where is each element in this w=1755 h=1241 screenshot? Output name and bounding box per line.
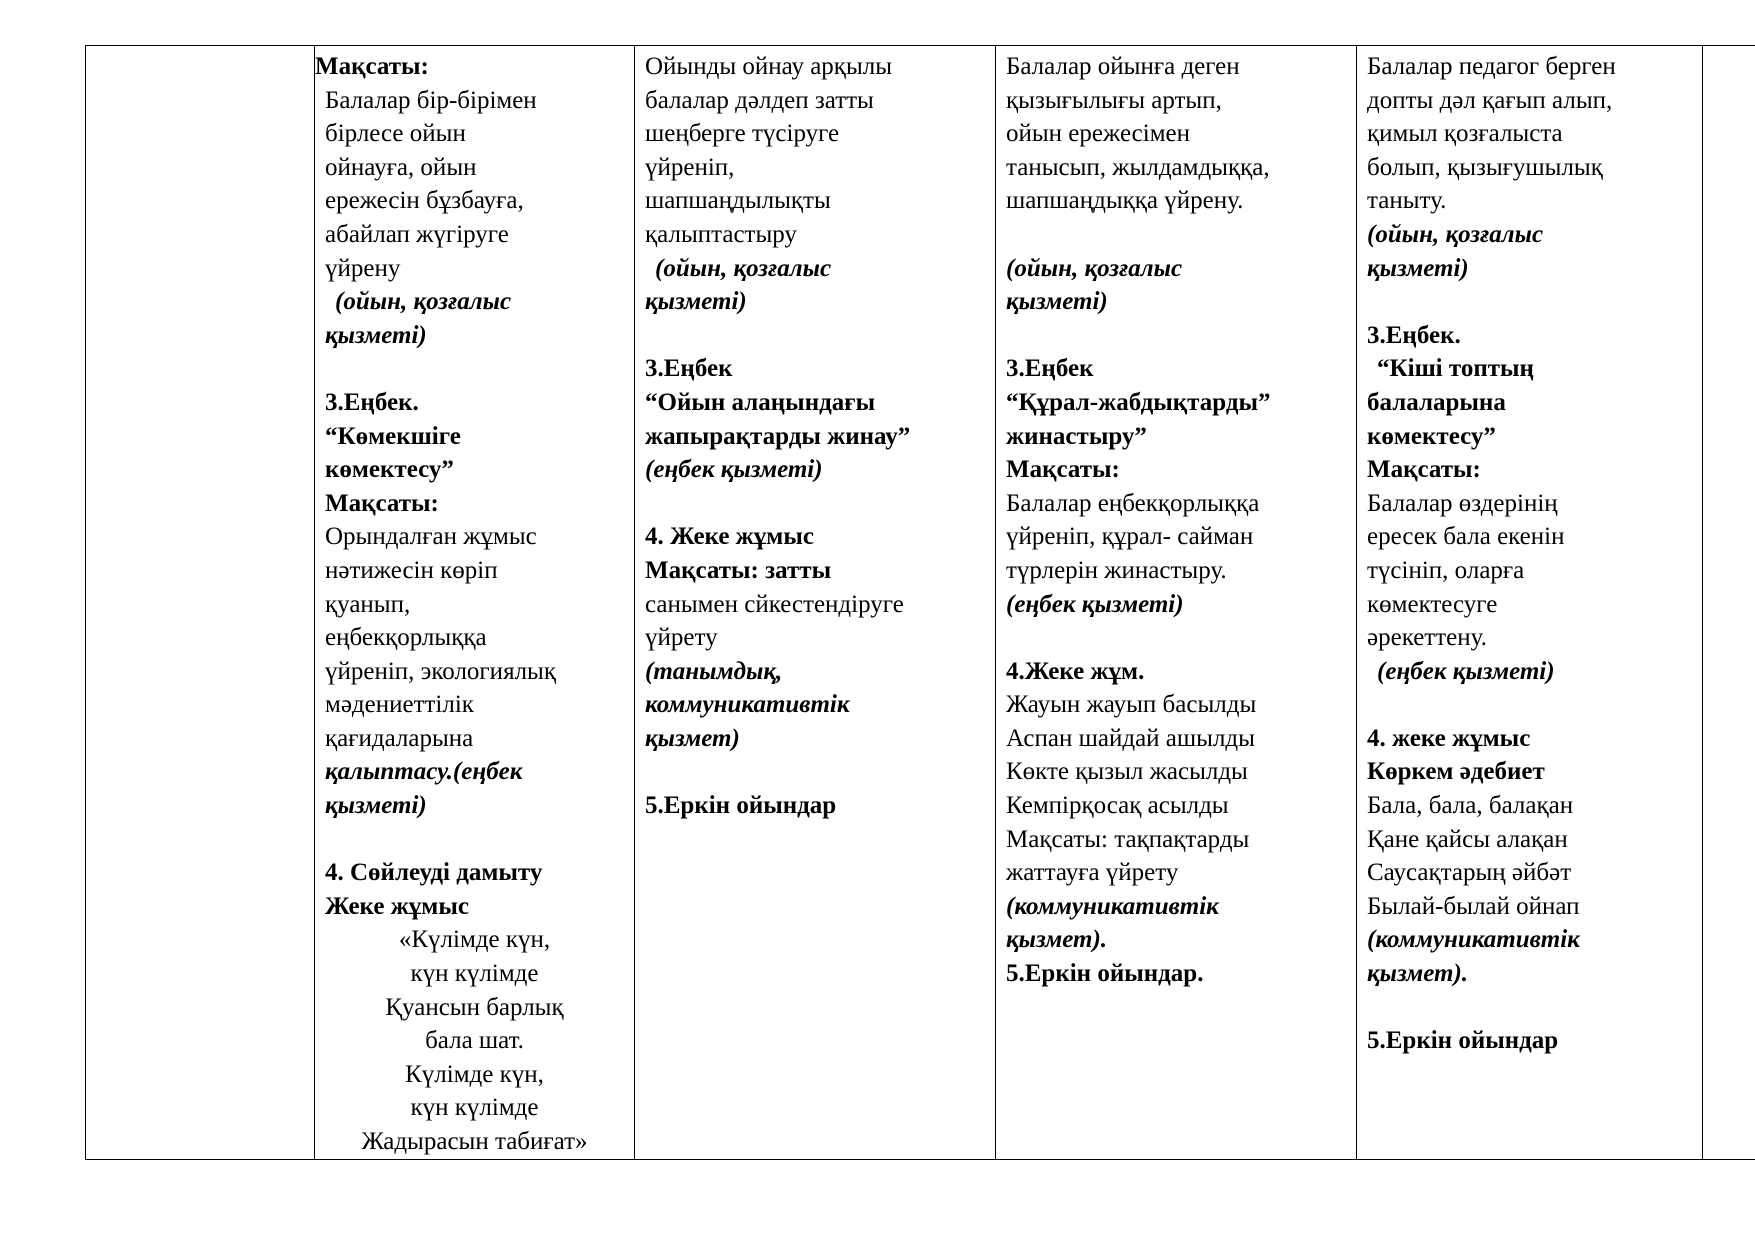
text-line: Балалар бір-бірімен <box>325 86 537 114</box>
poem-line: Саусақтарың әйбәт <box>1367 859 1572 887</box>
activity-type-note: қызметі) <box>1006 288 1108 316</box>
poem-line: Жауын жауып басылды <box>1006 691 1257 719</box>
text-line: шеңберге түсіруге <box>645 120 840 148</box>
poem-line: Кемпірқосақ асылды <box>1006 792 1229 820</box>
blank-line <box>1006 218 1346 252</box>
text-line: танысып, жылдамдыққа, <box>1006 153 1270 181</box>
fiction-heading: Көркем әдебиет <box>1367 758 1545 786</box>
activity-type-note: қызметі) <box>325 792 427 820</box>
text-line: ойнауға, ойын <box>325 153 477 181</box>
poem-line: күн күлімде <box>410 1094 539 1122</box>
poem-line: «Күлімде күн, <box>398 926 551 954</box>
text-line: абайлап жүгіруге <box>325 220 509 248</box>
activity-type-note: (коммуникативтік <box>1006 892 1219 920</box>
labor-title: жапырақтарды жинау” <box>645 422 911 450</box>
lesson-plan-table <box>85 45 1755 1160</box>
text-line: үйрену <box>325 254 401 282</box>
blank-line <box>1367 991 1692 1025</box>
poem-line: Былай-былай ойнап <box>1367 892 1580 920</box>
text-line: үйреніп, <box>645 153 735 181</box>
activity-type-note: коммуникативтік <box>645 691 850 719</box>
text-line: ересек бала екенін <box>1367 523 1565 551</box>
text-line: жаттауға үйрету <box>1006 859 1179 887</box>
poem-line: Көкте қызыл жасылды <box>1006 758 1248 786</box>
activity-type-note: қызметі) <box>325 321 427 349</box>
text-line: Ойынды ойнау арқылы <box>645 53 893 80</box>
labor-heading: 3.Еңбек. <box>325 388 419 416</box>
blank-line <box>1006 621 1346 655</box>
text-line: ережесін бұзбауға, <box>325 187 524 215</box>
activity-type-note: (еңбек қызметі) <box>1006 590 1184 618</box>
labor-title: “Құрал-жабдықтарды” <box>1006 388 1271 416</box>
text-line: нәтижесін көріп <box>325 556 498 584</box>
free-games-heading: 5.Еркін ойындар <box>1367 1027 1559 1055</box>
activity-type-note: (еңбек қызметі) <box>645 456 823 484</box>
blank-line <box>645 755 985 789</box>
activity-type-note: (ойын, қозғалыс <box>1367 220 1544 248</box>
goal-heading: Мақсаты: <box>315 53 429 80</box>
blank-line <box>1367 285 1692 319</box>
goal-line: Мақсаты: затты <box>645 556 832 584</box>
activity-type-note: (танымдық, <box>645 657 783 685</box>
poem-line: Жадырасын табиғат» <box>361 1128 588 1155</box>
text-line: шапшаңдылықты <box>645 187 831 215</box>
activity-type-note: (еңбек қызметі) <box>1377 657 1555 685</box>
poem-line: Қуансын барлық <box>385 993 564 1021</box>
poem-line: күн күлімде <box>410 960 539 988</box>
table-row <box>86 46 1755 1160</box>
text-line: Мақсаты: тақпақтарды <box>1006 825 1250 853</box>
activity-type-note: (ойын, қозғалыс <box>335 288 512 316</box>
labor-title: көмектесу” <box>325 456 454 484</box>
activity-type-note: қызмет) <box>645 724 740 752</box>
text-line: үйреніп, экологиялық <box>325 657 556 685</box>
text-line: таныту. <box>1367 187 1447 215</box>
text-line: мәдениеттілік <box>325 691 474 719</box>
text-line: допты дәл қағып алып, <box>1367 86 1613 114</box>
blank-line <box>1367 688 1692 722</box>
labor-heading: 3.Еңбек <box>645 355 733 383</box>
text-line: үйрету <box>645 624 718 652</box>
individual-work-heading: 4.Жеке жұм. <box>1006 657 1145 685</box>
activity-type-note: (ойын, қозғалыс <box>1006 254 1183 282</box>
poem-line: Аспан шайдай ашылды <box>1006 724 1255 752</box>
labor-title: жинастыру” <box>1006 422 1147 450</box>
text-line: қуанып, <box>325 590 411 618</box>
text-line: санымен сйкестендіруге <box>645 590 904 618</box>
text-line: ойын ережесімен <box>1006 120 1190 148</box>
empty-left-cell <box>86 46 315 1160</box>
blank-line <box>325 352 624 386</box>
text-line: қалыптастыру <box>645 220 797 248</box>
activity-type-note: (ойын, қозғалыс <box>655 254 832 282</box>
free-games-heading: 5.Еркін ойындар. <box>1006 960 1204 988</box>
goal-heading: Мақсаты: <box>1367 456 1481 484</box>
labor-heading: 3.Еңбек <box>1006 355 1094 383</box>
empty-right-cell <box>1703 46 1755 1160</box>
individual-work-heading: 4. Жеке жұмыс <box>645 523 814 551</box>
speech-development-heading: 4. Сөйлеуді дамыту <box>325 859 543 887</box>
labor-title: балаларына <box>1367 388 1506 416</box>
blank-line <box>1006 319 1346 353</box>
text-line: әрекеттену. <box>1367 624 1487 652</box>
text-line: еңбекқорлыққа <box>325 624 487 652</box>
blank-line <box>645 487 985 521</box>
labor-title: “Кіші топтың <box>1377 355 1534 383</box>
text-line: шапшаңдыққа үйрену. <box>1006 187 1244 215</box>
text-line: түсініп, оларға <box>1367 556 1525 584</box>
text-line: түрлерін жинастыру. <box>1006 556 1227 584</box>
labor-heading: 3.Еңбек. <box>1367 321 1461 349</box>
day-column-3-cell <box>996 46 1357 1160</box>
text-line: үйреніп, құрал- сайман <box>1006 523 1254 551</box>
goal-heading: Мақсаты: <box>1006 456 1120 484</box>
activity-type-note: (коммуникативтік <box>1367 926 1580 954</box>
day-column-4-cell <box>1357 46 1703 1160</box>
text-line: қызығылығы артып, <box>1006 86 1222 114</box>
text-line: қағидаларына <box>325 724 474 752</box>
text-line: болып, қызығушылық <box>1367 153 1603 181</box>
text-line: көмектесуге <box>1367 590 1498 618</box>
text-line: Балалар ойынға деген <box>1006 53 1240 80</box>
individual-work-heading: Жеке жұмыс <box>325 892 469 920</box>
poem-line: Қане қайсы алақан <box>1367 825 1568 853</box>
text-line: Балалар педагог берген <box>1367 53 1616 80</box>
free-games-heading: 5.Еркін ойындар <box>645 792 837 820</box>
day-column-2-cell <box>635 46 996 1160</box>
poem-line: Күлімде күн, <box>405 1060 544 1088</box>
text-line: балалар дәлдеп затты <box>645 86 874 114</box>
text-line: қалыптасу.(еңбек <box>325 758 523 786</box>
text-line: Балалар өздерінің <box>1367 489 1558 517</box>
text-line: қимыл қозғалыста <box>1367 120 1563 148</box>
labor-title: “Ойын алаңындағы <box>645 388 876 416</box>
activity-type-note: қызметі) <box>645 288 747 316</box>
text-line: Балалар еңбекқорлыққа <box>1006 489 1260 517</box>
text-line: Орындалған жұмыс <box>325 523 537 551</box>
individual-work-heading: 4. жеке жұмыс <box>1367 724 1531 752</box>
text-line: бірлесе ойын <box>325 120 466 148</box>
goal-heading: Мақсаты: <box>325 489 439 517</box>
labor-title: “Көмекшіге <box>325 422 461 450</box>
poem-line: Бала, бала, балақан <box>1367 792 1574 820</box>
activity-type-note: қызмет). <box>1367 960 1469 988</box>
day-column-1-cell <box>315 46 635 1160</box>
activity-type-note: қызмет). <box>1006 926 1108 954</box>
poem-line: бала шат. <box>425 1027 524 1055</box>
labor-title: көмектесу” <box>1367 422 1496 450</box>
blank-line <box>645 319 985 353</box>
activity-type-note: қызметі) <box>1367 254 1469 282</box>
blank-line <box>325 823 624 857</box>
